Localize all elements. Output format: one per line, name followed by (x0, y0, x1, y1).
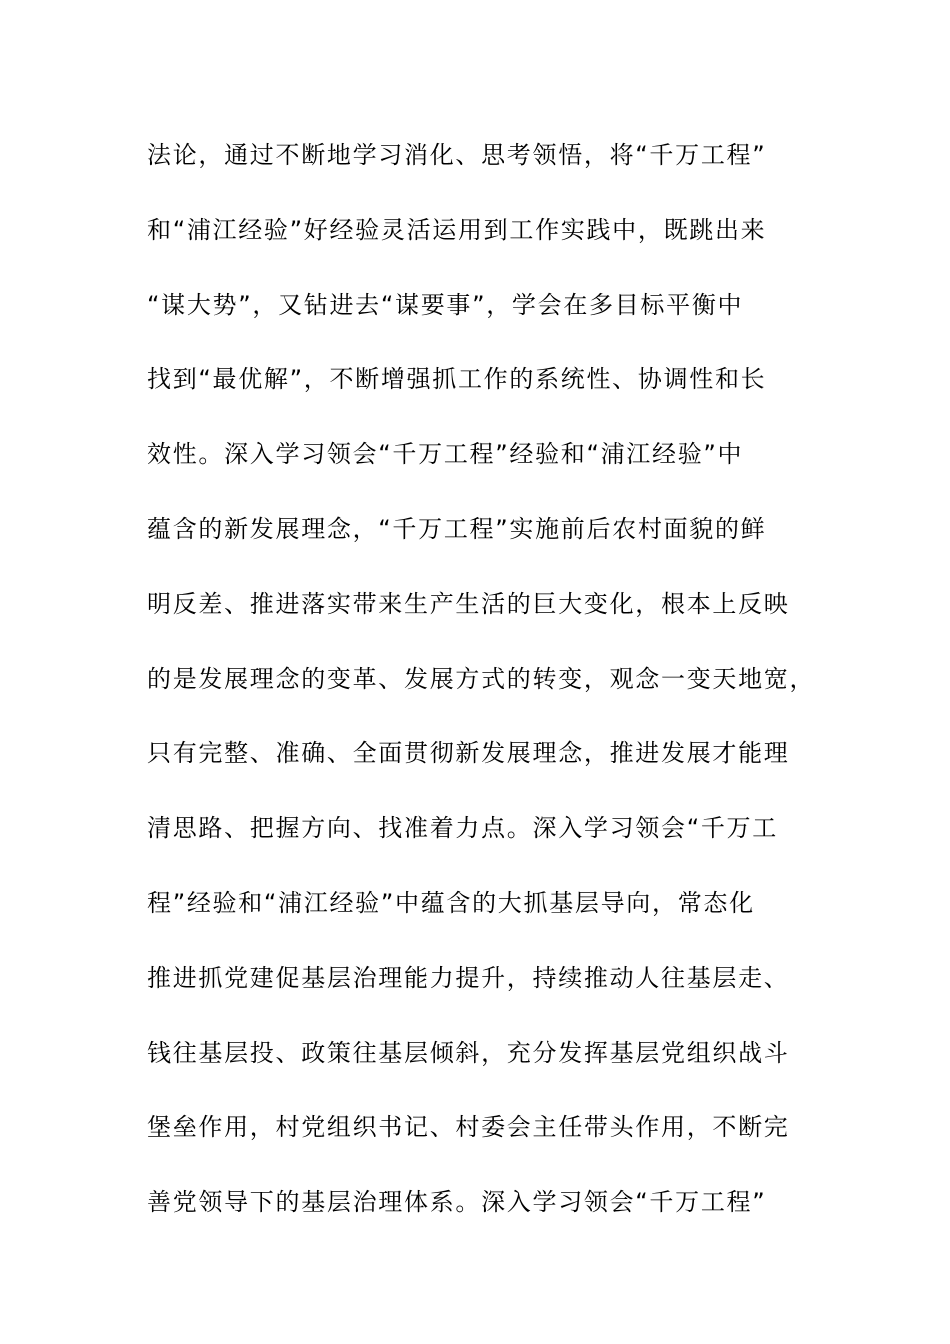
text-line: 只有完整、准确、全面贯彻新发展理念，推进发展才能理 (147, 739, 790, 768)
text-line: 和“浦江经验”好经验灵活运用到工作实践中，既跳出来 (147, 215, 767, 244)
text-line: 的是发展理念的变革、发展方式的转变，观念一变天地宽， (147, 664, 816, 693)
text-line: 蕴含的新发展理念，“千万工程”实施前后农村面貌的鲜 (147, 514, 767, 543)
text-line: 推进抓党建促基层治理能力提升，持续推动人往基层走、 (147, 963, 790, 992)
body-text (147, 128, 816, 1250)
text-line: 堡垒作用，村党组织书记、村委会主任带头作用，不断完 (147, 1113, 790, 1142)
text-line: 明反差、推进落实带来生产生活的巨大变化，根本上反映 (147, 589, 790, 618)
text-line: 善党领导下的基层治理体系。深入学习领会“千万工程” (147, 1188, 767, 1217)
text-line: 清思路、把握方向、找准着力点。深入学习领会“千万工 (147, 814, 778, 843)
text-line: 程”经验和“浦江经验”中蕴含的大抓基层导向，常态化 (147, 888, 755, 917)
text-line: 找到“最优解”，不断增强抓工作的系统性、协调性和长 (147, 365, 767, 394)
text-line: 法论，通过不断地学习消化、思考领悟，将“千万工程” (147, 141, 767, 169)
text-line: 钱往基层投、政策往基层倾斜，充分发挥基层党组织战斗 (147, 1038, 790, 1067)
text-line: 效性。深入学习领会“千万工程”经验和“浦江经验”中 (147, 440, 744, 469)
text-line: “谋大势”，又钻进去“谋要事”，学会在多目标平衡中 (147, 290, 744, 319)
